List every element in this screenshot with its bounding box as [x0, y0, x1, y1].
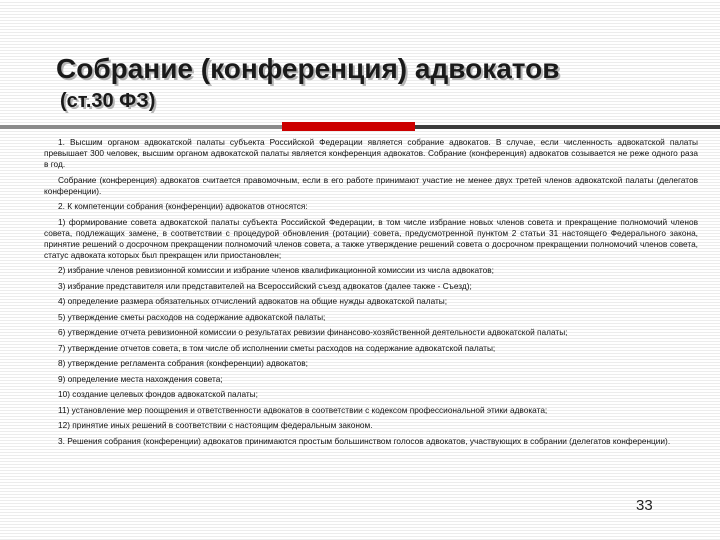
paragraph-16: 3. Решения собрания (конференции) адвокатов принимаются простым большинством голосов адвокатов, участвующих в собрании (делегатов конференции). — [58, 435, 671, 446]
paragraph-1: 1. Высшим органом адвокатской палаты субъекта Российской Федерации является собрание адвокатов. В случае, если численность адвокатской палаты превышает 300 человек, высшим органом адвокатской палаты является конференция адвокатов. Собрание (конференция) адвокатов созывается не реже одного раза в год. — [44, 137, 698, 169]
divider-gray-segment — [0, 125, 282, 129]
divider-dark-segment — [415, 125, 720, 129]
slide-body — [44, 137, 698, 451]
paragraph-14: 11) установление мер поощрения и ответственности адвокатов в соответствии с кодексом профессиональной этики адвоката; — [58, 404, 548, 415]
paragraph-2: Собрание (конференция) адвокатов считается правомочным, если в его работе принимают участие не менее двух третей членов адвокатской палаты (делегатов конференции). — [44, 174, 698, 196]
paragraph-9: 6) утверждение отчета ревизионной комиссии о результатах ревизии финансово-хозяйственной деятельности адвокатской палаты; — [58, 327, 568, 337]
slide-subtitle: (ст.30 ФЗ) — [60, 90, 156, 112]
divider-red-segment — [282, 122, 415, 131]
paragraph-8: 5) утверждение сметы расходов на содержание адвокатской палаты; — [58, 311, 326, 322]
paragraph-7: 4) определение размера обязательных отчислений адвокатов на общие нужды адвокатской палаты; — [58, 296, 448, 306]
paragraph-11: 8) утверждение регламента собрания (конференции) адвокатов; — [58, 358, 308, 368]
paragraph-15: 12) принятие иных решений в соответствии с настоящим федеральным законом. — [58, 420, 373, 430]
paragraph-12: 9) определение места нахождения совета; — [58, 373, 223, 384]
paragraph-5: 2) избрание членов ревизионной комиссии и избрание членов квалификационной комиссии из числа адвокатов; — [58, 265, 494, 275]
paragraph-3: 2. К компетенции собрания (конференции) адвокатов относятся: — [58, 201, 308, 211]
paragraph-10: 7) утверждение отчетов совета, в том числе об исполнении сметы расходов на содержание адвокатской палаты; — [58, 342, 496, 353]
paragraph-6: 3) избрание представителя или представителей на Всероссийский съезд адвокатов (далее также - Съезд); — [58, 280, 472, 291]
page-number: 33 — [636, 497, 653, 514]
slide-title: Собрание (конференция) адвокатов — [56, 53, 560, 84]
paragraph-4: 1) формирование совета адвокатской палаты субъекта Российской Федерации, в том числе избрание новых членов совета и прекращение полномочий членов совета, подлежащих замене, в соответствии с процедурой обновления (ротации) совета, предусмотренной пунктом 2 статьи 31 настоящего Федерального закона, принятие решений о досрочном прекращении полномочий членов совета, а также утверждение решений совета о досрочном прекращении полномочий членов совета, статус адвоката которых был прекращен или приостановлен; — [44, 216, 698, 260]
paragraph-13: 10) создание целевых фондов адвокатской палаты; — [58, 389, 258, 399]
